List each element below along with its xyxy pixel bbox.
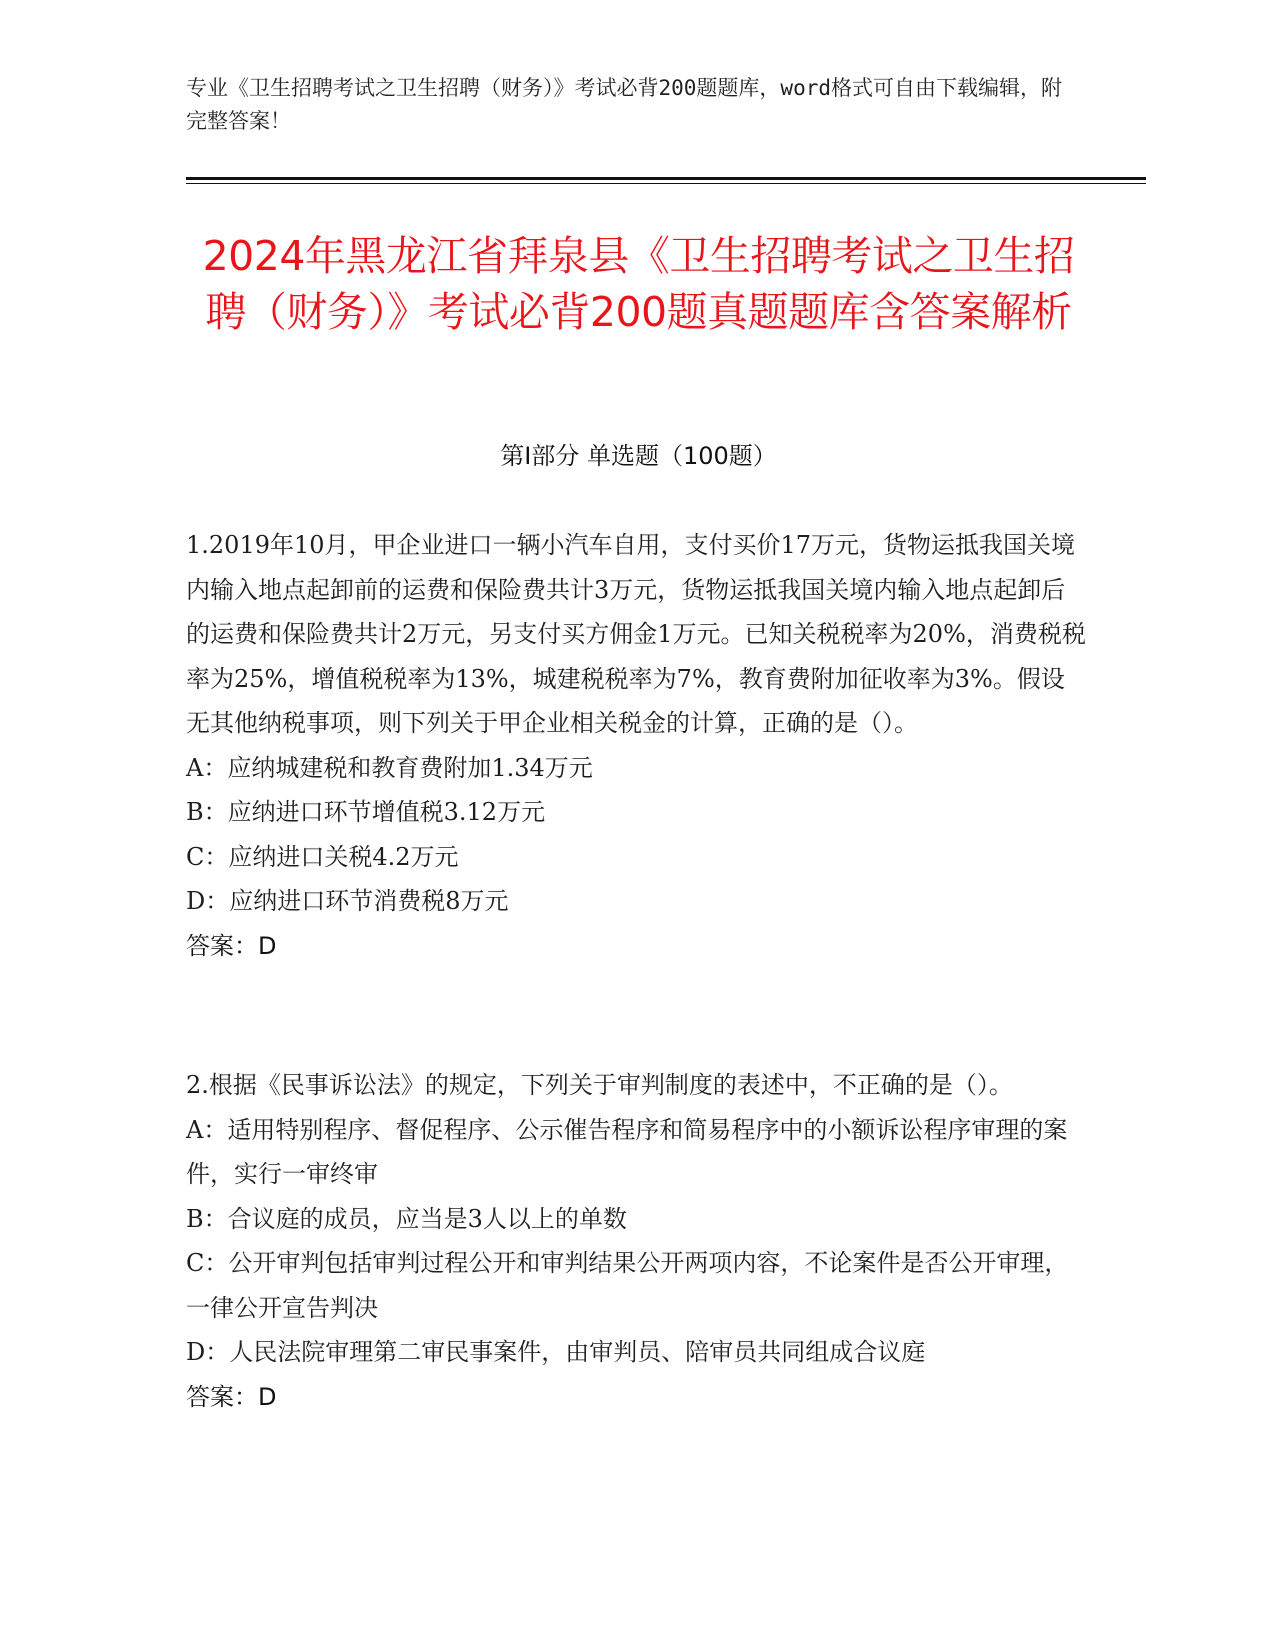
header-rule-thin: [186, 183, 1146, 184]
option-a: A：适用特别程序、督促程序、公示催告程序和简易程序中的小额诉讼程序审理的案件，实行一审终审: [186, 1115, 1068, 1188]
document-title: 2024年黑龙江省拜泉县《卫生招聘考试之卫生招聘（财务）》考试必背200题真题题库含答案解析: [202, 232, 1075, 336]
section-heading: 第Ⅰ部分 单选题（100题）: [500, 442, 777, 470]
question-stem: 2.根据《民事诉讼法》的规定，下列关于审判制度的表述中，不正确的是（）。: [186, 1071, 1013, 1099]
option-b: B：应纳进口环节增值税3.12万元: [186, 798, 546, 826]
option-c: C：公开审判包括审判过程公开和审判结果公开两项内容，不论案件是否公开审理，一律公开宣告判决: [186, 1249, 1069, 1322]
option-d: D：应纳进口环节消费税8万元: [186, 887, 509, 915]
option-d: D：人民法院审理第二审民事案件，由审判员、陪审员共同组成合议庭: [186, 1338, 926, 1366]
question-block: [186, 523, 1086, 968]
header-rule-thick: [186, 177, 1146, 180]
option-c: C：应纳进口关税4.2万元: [186, 842, 459, 871]
answer-line: 答案：D: [186, 1382, 277, 1411]
question-stem: 1.2019年10月，甲企业进口一辆小汽车自用，支付买价17万元，货物运抵我国关境内输入地点起卸前的运费和保险费共计3万元，货物运抵我国关境内输入地点起卸后的运费和保险费共计2万元，另支付买方佣金1万元。已知关税税率为20%，消费税税率为25%，增值税税率为13%，城建税税率为7%，教育费附加征收率为3%。假设无其他纳税事项，则下列关于甲企业相关税金的计算，正确的是（）。: [186, 531, 1086, 737]
option-b: B：合议庭的成员，应当是3人以上的单数: [186, 1204, 627, 1233]
header-note: 专业《卫生招聘考试之卫生招聘（财务）》考试必背200题题库，word格式可自由下载编辑，附完整答案！: [186, 76, 1062, 133]
option-a: A：应纳城建税和教育费附加1.34万元: [186, 753, 593, 782]
answer-line: 答案：D: [186, 931, 277, 960]
question-block: [186, 1063, 1086, 1419]
